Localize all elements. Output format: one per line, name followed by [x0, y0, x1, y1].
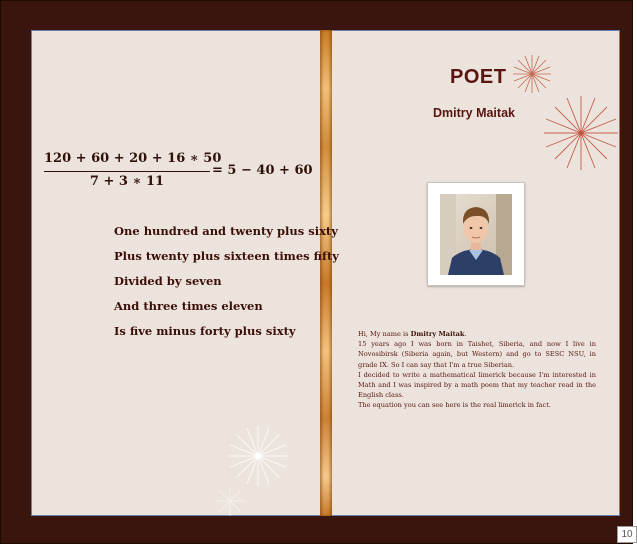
- fraction-bar: [44, 171, 210, 172]
- page-title: POET: [450, 66, 507, 88]
- poem-line: Plus twenty plus sixteen times fifty: [114, 249, 339, 263]
- equation-numerator: 120 + 60 + 20 + 16 ∗ 50: [44, 151, 222, 166]
- bio-greeting-end: .: [464, 330, 467, 338]
- bio-greeting: [358, 329, 596, 339]
- poem-line: And three times eleven: [114, 299, 263, 313]
- poem-line: Divided by seven: [114, 274, 222, 288]
- equation-right-side: = 5 − 40 + 60: [212, 163, 313, 178]
- author-photo: [440, 194, 512, 275]
- left-page: [31, 30, 322, 516]
- bio-paragraph: 15 years ago I was born in Taishet, Siberia, and now I live in Novosibirsk (Siberia again, but Western) and go to SESC NSU, in grade IX. So I can say that I'm a true Siberian.: [358, 340, 596, 369]
- author-bio: [358, 329, 596, 411]
- bio-paragraph: The equation you can see here is the real limerick in fact.: [358, 401, 551, 410]
- bio-paragraph: I decided to write a mathematical limerick because I'm interested in Math and I was inspired by a math poem that my teacher read in the English class.: [358, 370, 596, 400]
- bio-name: Dmitry Maitak: [410, 330, 465, 338]
- equation-denominator: 7 + 3 ∗ 11: [89, 174, 165, 189]
- poem-line: Is five minus forty plus sixty: [114, 324, 296, 338]
- author-name: Dmitry Maitak: [433, 106, 515, 120]
- bio-greeting-text: Hi, My name is: [358, 330, 409, 338]
- page-number: 10: [617, 526, 637, 543]
- poem-line: One hundred and twenty plus sixty: [114, 224, 338, 238]
- author-photo-frame: [427, 182, 525, 286]
- book-spine: [320, 30, 332, 516]
- limerick-equation: [44, 151, 314, 195]
